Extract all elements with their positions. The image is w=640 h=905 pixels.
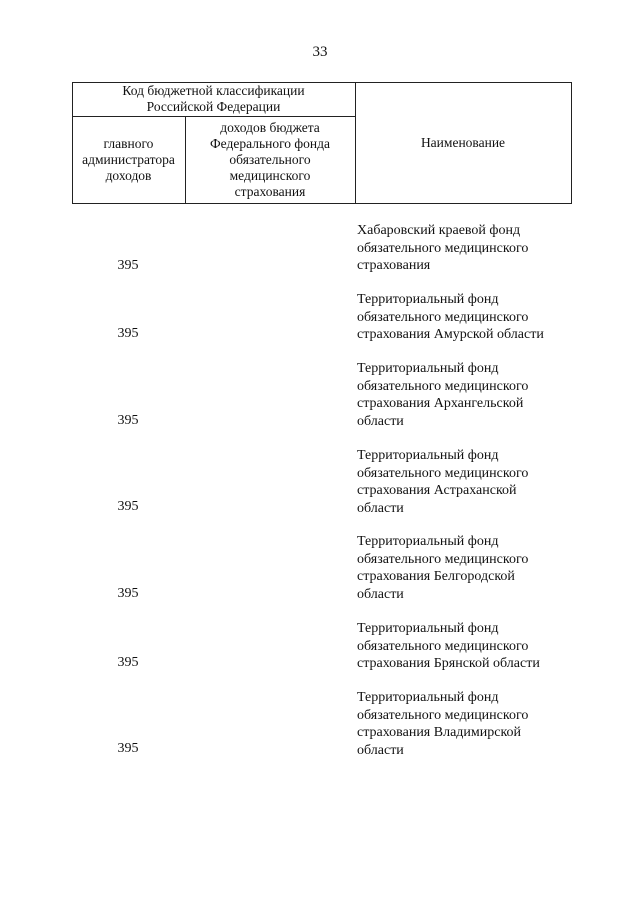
header-col-income-line: медицинского — [229, 167, 311, 183]
row-name — [357, 222, 572, 275]
row-name-line: Территориальный фонд — [357, 621, 499, 636]
header-col-admin — [72, 116, 185, 203]
row-name — [357, 291, 572, 344]
row-name-line: Территориальный фонд — [357, 690, 499, 705]
row-name-line: страхования Белгородской — [357, 569, 515, 584]
table-header — [72, 82, 572, 204]
header-col-income-line: обязательного — [229, 151, 311, 167]
row-code: 395 — [117, 258, 139, 273]
row-name-line: Хабаровский краевой фонд — [357, 223, 521, 238]
row-name-line: страхования — [357, 258, 431, 273]
row-name-line: страхования Архангельской — [357, 396, 524, 411]
header-col-admin-line: главного — [103, 135, 154, 151]
row-name-line: обязательного медицинского — [357, 240, 529, 256]
row-name — [357, 360, 572, 430]
header-col-income-line: страхования — [234, 183, 306, 199]
row-code: 395 — [117, 499, 139, 514]
row-code: 395 — [117, 741, 139, 756]
row-name-line: Территориальный фонд — [357, 292, 499, 307]
row-name-line: Территориальный фонд — [357, 534, 499, 549]
row-name-line: области — [357, 586, 404, 602]
header-col-income — [185, 116, 355, 203]
row-name-line: страхования Брянской области — [357, 656, 540, 671]
header-col-income-line: Федерального фонда — [210, 135, 330, 151]
row-name-line: обязательного медицинского — [357, 551, 529, 567]
row-name — [357, 620, 572, 673]
header-bottom-border — [72, 203, 572, 204]
row-name-line: обязательного медицинского — [357, 707, 529, 723]
header-col-income-line: доходов бюджета — [220, 119, 320, 135]
header-col-admin-line: администратора — [82, 151, 175, 167]
row-name — [357, 533, 572, 603]
header-col-name: Наименование — [420, 134, 506, 150]
row-name-line: обязательного медицинского — [357, 309, 529, 325]
row-name-line: страхования Амурской области — [357, 327, 544, 342]
row-name-line: обязательного медицинского — [357, 465, 529, 481]
row-name-line: страхования Астраханской — [357, 483, 517, 498]
row-name-line: Территориальный фонд — [357, 361, 499, 376]
row-name-line: обязательного медицинского — [357, 378, 529, 394]
row-name — [357, 689, 572, 759]
row-code: 395 — [117, 413, 139, 428]
header-group-label-line1: Код бюджетной классификации — [122, 83, 305, 98]
row-name-line: области — [357, 500, 404, 516]
row-name-line: области — [357, 413, 404, 429]
row-name-line: обязательного медицинского — [357, 638, 529, 654]
header-group-label-line2: Российской Федерации — [146, 99, 281, 114]
header-col-admin-line: доходов — [105, 167, 152, 183]
row-code: 395 — [117, 655, 139, 670]
row-name-line: Территориальный фонд — [357, 448, 499, 463]
row-code: 395 — [117, 326, 139, 341]
page-number: 33 — [312, 44, 328, 60]
row-code: 395 — [117, 586, 139, 601]
row-name-line: страхования Владимирской — [357, 725, 522, 740]
header-group-label — [72, 82, 355, 116]
row-name — [357, 447, 572, 517]
row-name-line: области — [357, 742, 404, 758]
header-right-border — [571, 82, 572, 204]
